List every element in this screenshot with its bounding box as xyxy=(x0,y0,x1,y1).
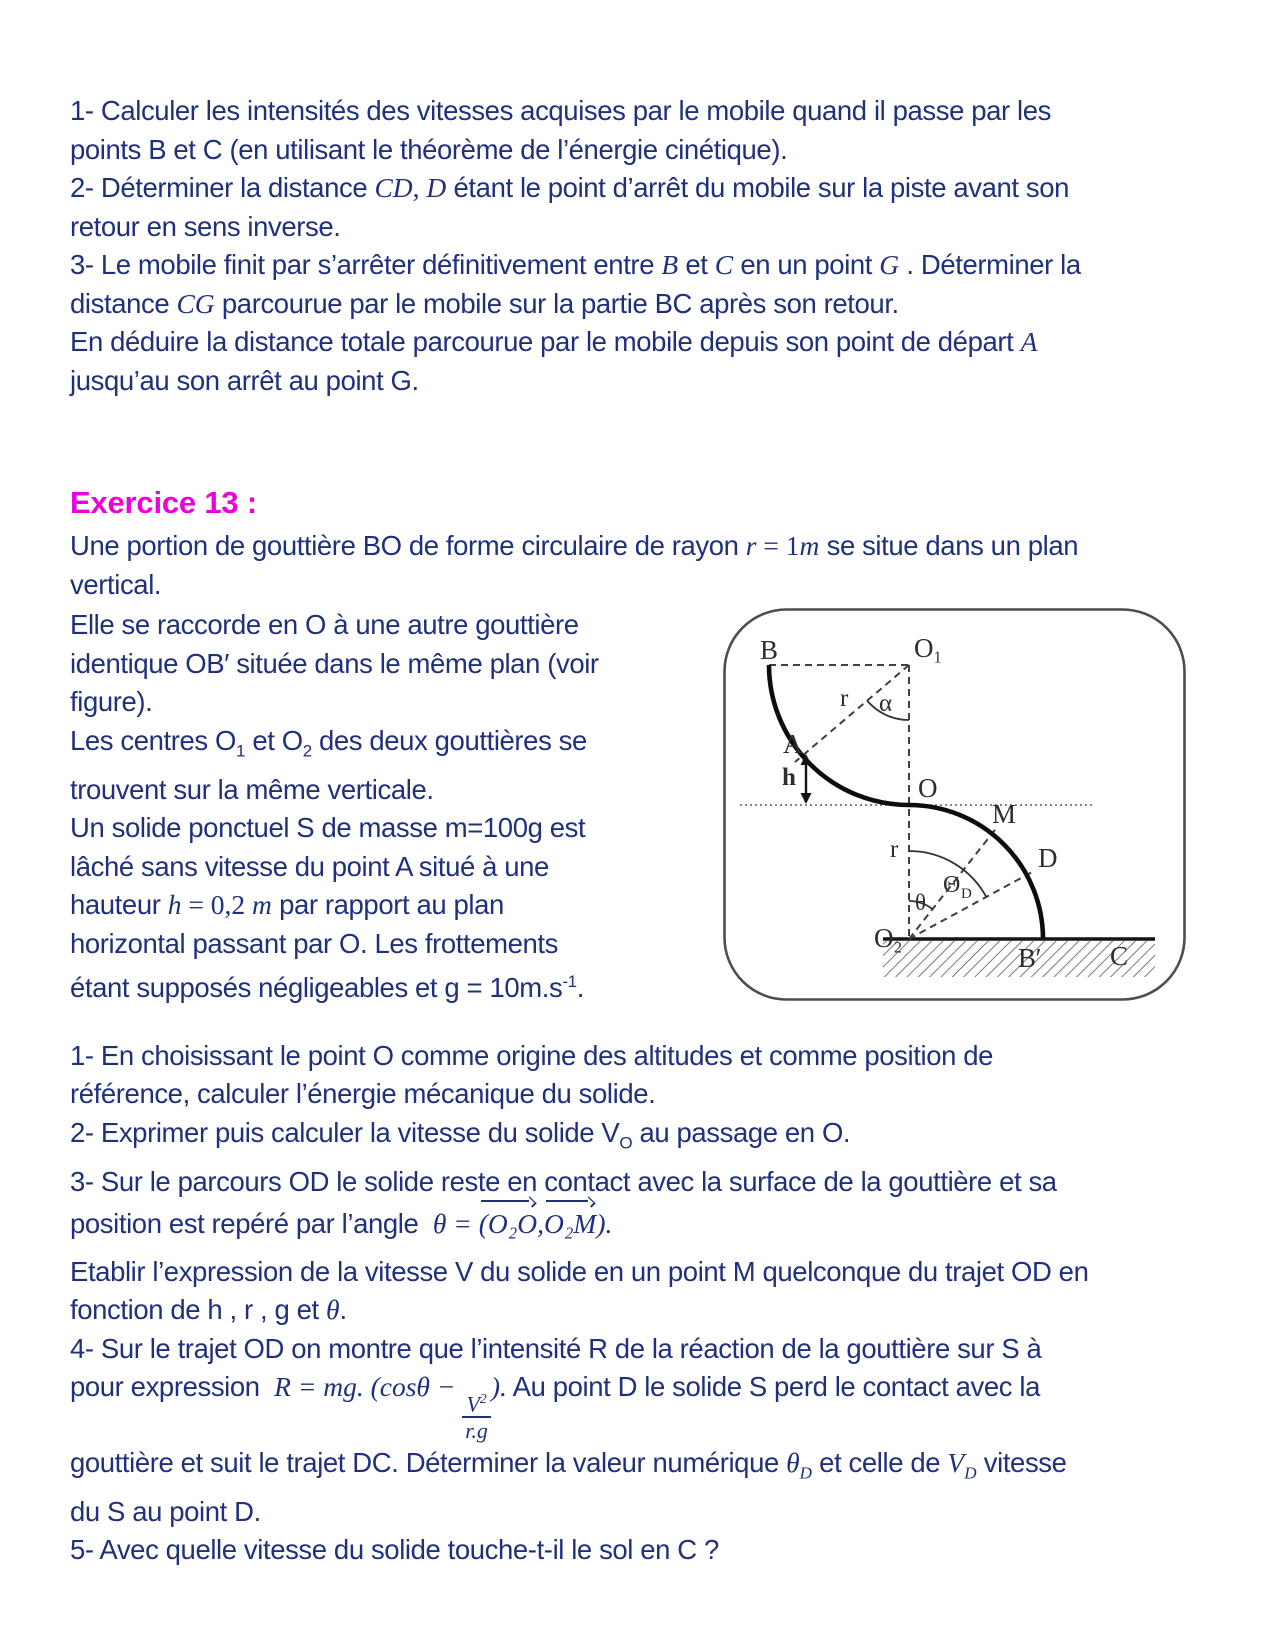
figure-label-alpha: α xyxy=(879,690,892,717)
text-line: étant supposés négligeables et $g = 10m.s^{-1}$. xyxy=(70,972,584,1004)
text-line: points B et C (en utilisant le théorème de l’énergie cinétique). xyxy=(70,133,788,165)
figure-label-theta: θ xyxy=(915,890,926,915)
section-previous-exercise-questions xyxy=(70,92,1187,400)
figure-label-h: h xyxy=(782,764,796,791)
gutter-diagram xyxy=(722,607,1187,1002)
text-line: Elle se raccorde en O à une autre gouttière xyxy=(70,609,579,640)
section-intro xyxy=(70,527,1187,604)
text-line: 5- Avec quelle vitesse du solide touche-t-il le sol en C ? xyxy=(70,1534,719,1566)
figure-label-theta-d-sub: D xyxy=(961,886,972,902)
text-line: trouvent sur la même verticale. xyxy=(70,773,434,805)
figure-label-o2: O₂ xyxy=(874,923,903,953)
physics-figure xyxy=(722,607,1187,1013)
text-line: En déduire la distance totale parcourue par le mobile depuis son point de départ A xyxy=(70,326,1038,357)
text-line: fonction de h , r , g et θ. xyxy=(70,1294,347,1325)
figure-label-o1: O₁ xyxy=(914,633,943,663)
text-line: 1- Calculer les intensités des vitesses acquises par le mobile quand il passe par les xyxy=(70,95,1051,126)
text-line: référence, calculer l’énergie mécanique du solide. xyxy=(70,1078,656,1109)
text-line: lâché sans vitesse du point A situé à une xyxy=(70,850,549,882)
figure-label-d: D xyxy=(1038,843,1058,873)
text-line: 2- Exprimer puis calculer la vitesse du solide $V_O$ au passage en O. xyxy=(70,1116,851,1152)
figure-label-o: O xyxy=(918,773,938,803)
text-line: position est repéré par l’angle θ = (O₂O,O₂M). xyxy=(70,1201,1187,1244)
text-line: 3- Le mobile finit par s’arrêter définitivement entre B et C en un point G . Déterminer la xyxy=(70,249,1081,280)
figure-label-r-bottom: r xyxy=(890,836,898,863)
section-questions xyxy=(70,1037,1187,1570)
text-line: Etablir l’expression de la vitesse V du solide en un point M quelconque du trajet OD en xyxy=(70,1255,1089,1287)
text-line: 1- En choisissant le point O comme origine des altitudes et comme position de xyxy=(70,1039,994,1071)
text-and-figure-row xyxy=(70,606,1187,1013)
text-line: gouttière et suit le trajet DC. Déterminer la valeur numérique $\theta_D$ et celle de $V_D$ vitesse xyxy=(70,1446,1067,1483)
text-line: Une portion de gouttière BO de forme circulaire de rayon r = 1m se situe dans un plan xyxy=(70,530,1079,561)
figure-label-theta-d: Θ xyxy=(943,872,960,898)
text-line: figure). xyxy=(70,686,153,717)
text-line: Les centres $O_1$ et $O_2$ des deux gouttières se xyxy=(70,724,587,760)
text-line: identique OB′ située dans le même plan (voir xyxy=(70,647,599,679)
text-line: vertical. xyxy=(70,568,162,600)
text-line: 4- Sur le trajet OD on montre que l’intensité R de la réaction de la gouttière sur S à xyxy=(70,1332,1042,1364)
figure-label-c: C xyxy=(1110,941,1128,971)
text-line: retour en sens inverse. xyxy=(70,210,341,242)
text-line: 3- Sur le parcours OD le solide reste en contact avec la surface de la gouttière et sa xyxy=(70,1165,1057,1197)
figure-label-b-prime: B′ xyxy=(1018,943,1042,973)
text-line: hauteur h = 0,2 m par rapport au plan xyxy=(70,889,504,920)
figure-label-r-top: r xyxy=(840,685,848,712)
figure-label-b: B xyxy=(760,635,778,665)
exercise-heading: Exercice 13 : xyxy=(70,485,257,520)
text-line: distance CG parcourue par le mobile sur la partie BC après son retour. xyxy=(70,287,899,319)
text-line: Un solide ponctuel S de masse m=100g est xyxy=(70,812,586,843)
text-line: pour expression R = mg. (cosθ − $\frac{V^2}{r.g}$ ). Au point D le solide S perd le contact avec la xyxy=(70,1371,1040,1444)
text-line: jusqu’au son arrêt au point G. xyxy=(70,364,419,396)
text-line: 2- Déterminer la distance CD, D étant le point d’arrêt du mobile sur la piste avant son xyxy=(70,172,1069,203)
section-description xyxy=(70,606,670,1013)
text-line: horizontal passant par O. Les frottements xyxy=(70,927,559,959)
figure-label-m: M xyxy=(992,799,1016,829)
figure-label-a: A xyxy=(783,729,803,759)
text-line: du S au point D. xyxy=(70,1495,261,1527)
